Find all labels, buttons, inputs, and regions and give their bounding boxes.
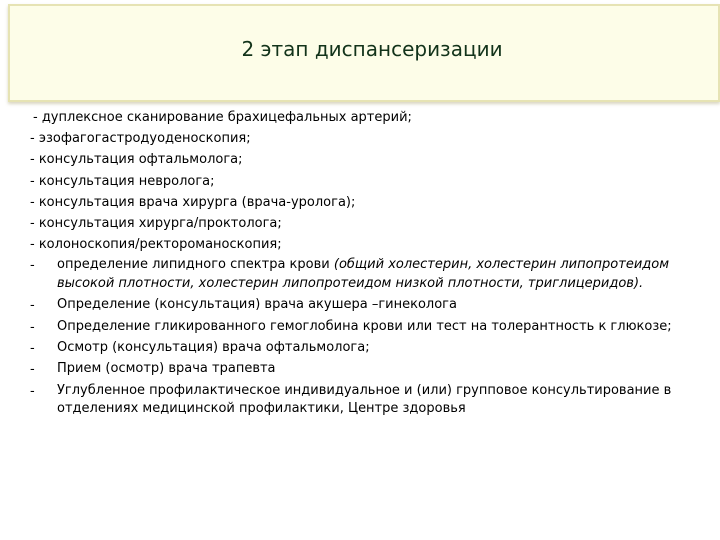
bullet-marker: -	[30, 383, 35, 399]
list-item-gynecologist	[30, 295, 700, 316]
list-item-glycated-hemoglobin	[30, 317, 700, 338]
slide-content	[30, 107, 700, 421]
list-item-lipid-spectrum	[30, 255, 700, 295]
list-item-main: Прием (осмотр) врача трапевта	[57, 361, 276, 377]
dash-item-duplex-scan: - дуплексное сканирование брахицефальных артерий;	[33, 110, 412, 125]
bullet-marker: -	[30, 362, 35, 378]
dash-item-ophthalmologist: - консультация офтальмолога;	[30, 152, 243, 168]
dash-item-colonoscopy: - колоноскопия/ректороманоскопия;	[30, 237, 282, 253]
title-box	[8, 4, 720, 102]
dash-item-neurologist: - консультация невролога;	[30, 173, 215, 189]
slide-title: 2 этап диспансеризации	[241, 37, 503, 61]
dash-item-surgeon-urologist: - консультация врача хирурга (врача-уролога);	[30, 194, 356, 210]
list-item-main: определение липидного спектра крови	[57, 257, 330, 273]
bullet-marker: -	[30, 319, 35, 335]
bullet-marker: -	[30, 298, 35, 314]
list-item-main: Определение гликированного гемоглобина крови или тест на толерантность к глюкозе;	[57, 318, 672, 334]
list-item-main: Углубленное профилактическое индивидуальное и (или) групповое консультирование в отделениях медицинской профилактики, Центре здоровья	[57, 382, 672, 417]
list-item-prevention-counseling	[30, 381, 700, 421]
list-item-main: Определение (консультация) врача акушера –гинеколога	[57, 297, 457, 313]
bullet-marker: -	[30, 341, 35, 357]
dash-item-surgeon-proctologist: - консультация хирурга/проктолога;	[30, 216, 282, 232]
list-item-main: Осмотр (консультация) врача офтальмолога;	[57, 340, 370, 356]
bullet-marker: -	[30, 258, 35, 274]
list-item-detail: (общий холестерин, холестерин липопротеидом высокой плотности, холестерин липопротеидом низкой плотности, триглицеридов).	[57, 257, 670, 291]
dash-item-egds: - эзофагогастродуоденоскопия;	[30, 131, 251, 147]
list-item-therapist-exam	[30, 359, 700, 380]
list-item-ophthalmologist-exam	[30, 338, 700, 359]
